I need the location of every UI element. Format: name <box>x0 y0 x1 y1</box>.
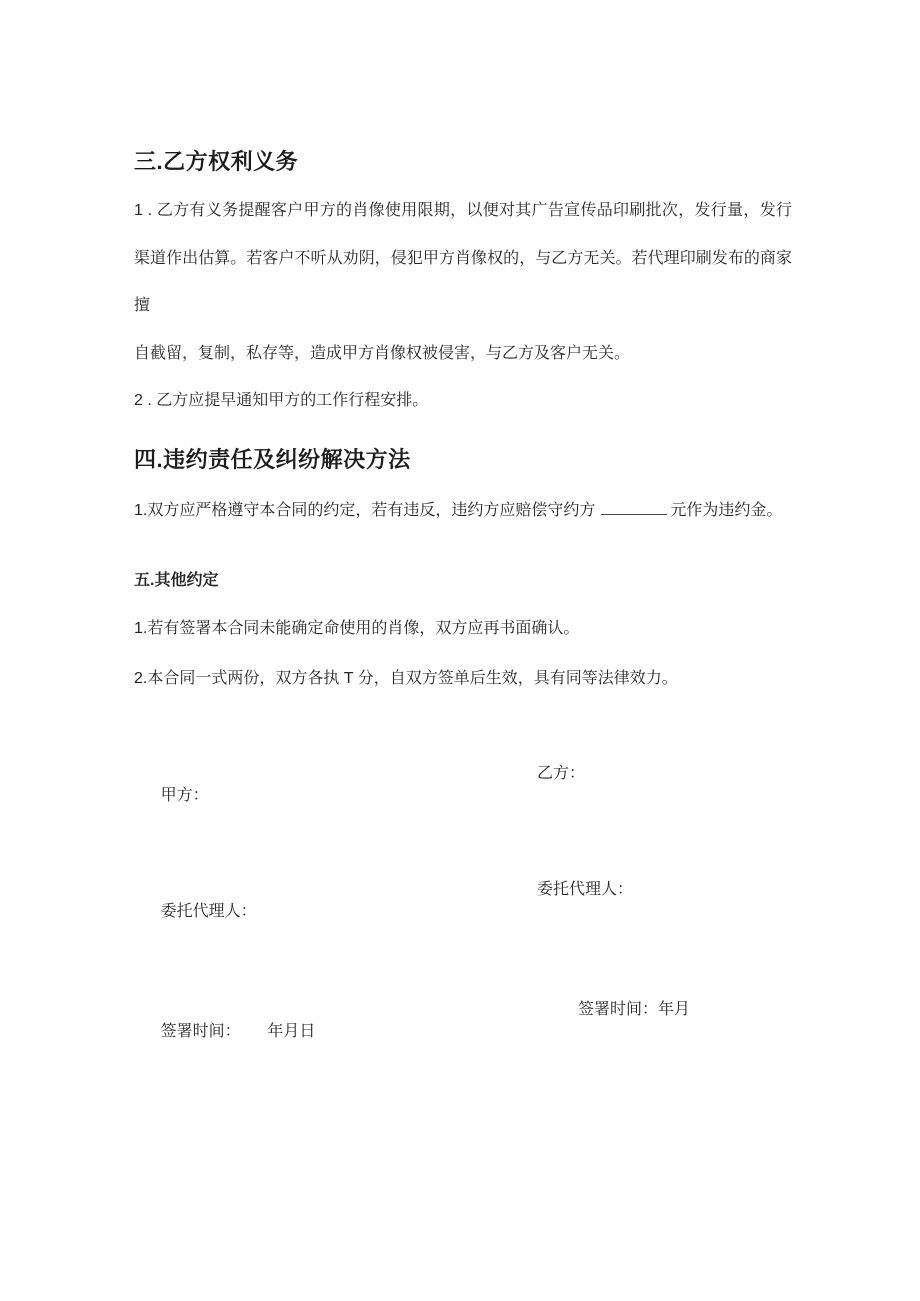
party-a-label: 甲方： <box>160 787 209 804</box>
fill-in-blank-amount <box>601 498 667 515</box>
section4-heading: 四.违约责任及纠纷解决方法 <box>134 446 411 472</box>
sign-time-a-value: 年月日 <box>267 1023 316 1040</box>
signature-row-dates <box>134 999 792 1087</box>
sign-time-a <box>161 1023 316 1040</box>
agent-b-label: 委托代理人： <box>537 881 634 898</box>
signature-row-parties <box>134 763 792 851</box>
sign-time-b <box>578 999 690 1021</box>
section5-item1: 1.若有签署本合同未能确定命使用的肖像，双方应再书面确认。 <box>134 620 580 637</box>
section4-item1 <box>134 487 792 535</box>
sign-time-b-label: 签署时间： <box>578 1001 659 1018</box>
agent-a-label: 委托代理人： <box>160 903 257 920</box>
section3-item1-line3: 自截留，复制，私存等，造成甲方肖像权被侵害，与乙方及客户无关。 <box>134 344 631 362</box>
document-content <box>134 0 792 1087</box>
section3-item2: 2 . 乙方应提早通知甲方的工作行程安排。 <box>134 392 429 409</box>
sign-time-a-label: 签署时间： <box>160 1023 241 1040</box>
section4-item1-text-before: 1.双方应严格遵守本合同的约定，若有违反，违约方应赔偿守约方 <box>134 501 596 519</box>
section3-heading: 三.乙方权利义务 <box>134 149 299 174</box>
section3-item1-line2: 渠道作出估算。若客户不听从劝阴，侵犯甲方肖像权的，与乙方无关。若代理印刷发布的商家擅 <box>134 249 792 314</box>
section3-item1 <box>134 187 792 377</box>
section3-item1-line1: 1 . 乙方有义务提醒客户甲方的肖像使用限期，以便对其广告宣传品印刷批次，发行量，发行 <box>134 202 792 219</box>
party-b-label: 乙方： <box>537 765 586 782</box>
sign-time-b-value: 年月 <box>658 1001 691 1018</box>
signature-row-agents <box>134 879 792 967</box>
section4-item1-text-after: 元作为违约金。 <box>670 501 783 519</box>
section5-item2: 2.本合同一式两份，双方各执 T 分，自双方签单后生效，具有同等法律效力。 <box>134 670 678 687</box>
section5-heading: 五.其他约定 <box>134 572 219 589</box>
sign-time-a-gap <box>241 1023 268 1040</box>
